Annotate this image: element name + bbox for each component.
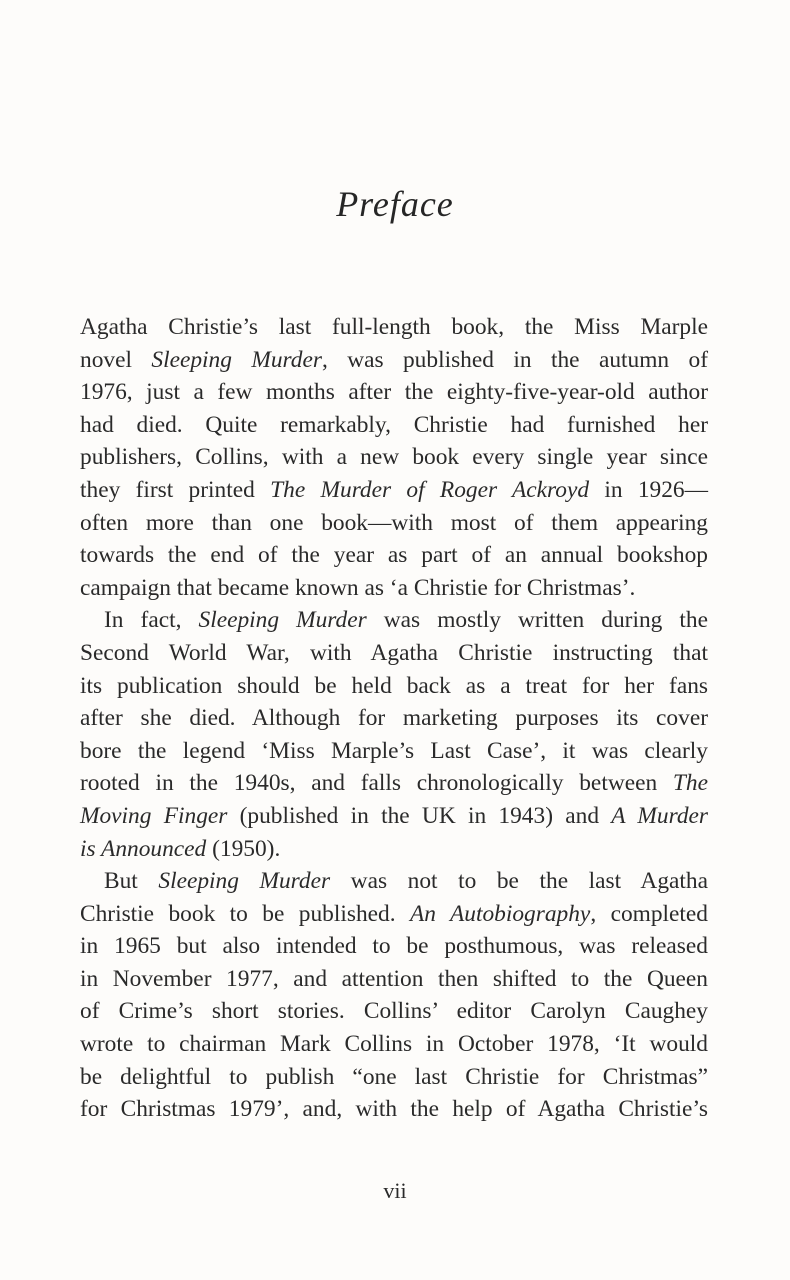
text-segment: in 1965 but also intended to be posthumous, was released [80, 933, 708, 960]
text-line [80, 702, 708, 735]
text-line [80, 670, 708, 703]
text-line [80, 833, 708, 866]
text-segment: they first printed [80, 476, 271, 503]
italic-title-text: The Murder of Roger Ackroyd [270, 476, 590, 503]
text-segment: 1976, just a few months after the eighty-five-year-old author [80, 379, 708, 406]
text-line [80, 767, 708, 800]
text-line [80, 637, 708, 670]
text-segment: In fact, [104, 607, 199, 634]
text-segment: Second World War, with Agatha Christie instructing that [80, 639, 708, 666]
text-segment: novel [80, 346, 152, 373]
text-line [80, 409, 708, 442]
chapter-title: Preface [336, 184, 454, 224]
text-segment: Christie book to be published. [80, 900, 410, 927]
text-segment: for Christmas 1979’, and, with the help of Agatha Christie’s [80, 1096, 708, 1123]
text-line [80, 995, 708, 1028]
text-line [80, 1028, 708, 1061]
text-segment: (published in the UK in 1943) and [227, 802, 612, 829]
text-line [80, 800, 708, 833]
text-segment: wrote to chairman Mark Collins in October 1978, ‘It would [80, 1031, 708, 1058]
text-line [80, 930, 708, 963]
text-line [80, 311, 708, 344]
text-line [80, 1093, 708, 1126]
text-line [80, 572, 708, 605]
text-segment: was mostly written during the [366, 607, 708, 634]
text-segment: But [104, 868, 159, 895]
text-segment: be delightful to publish “one last Christie for Christmas” [80, 1063, 708, 1090]
text-line [80, 539, 708, 572]
text-segment: bore the legend ‘Miss Marple’s Last Case’, it was clearly [80, 737, 708, 764]
text-segment: (1950). [206, 835, 281, 862]
text-segment: had died. Quite remarkably, Christie had furnished her [80, 411, 708, 438]
text-line [80, 865, 708, 898]
text-line [80, 344, 708, 377]
text-segment: Agatha Christie’s last full-length book, the Miss Marple [80, 314, 708, 340]
text-segment: publishers, Collins, with a new book every single year since [80, 444, 708, 471]
text-segment: its publication should be held back as a treat for her fans [80, 672, 708, 699]
italic-title-text: The [672, 770, 708, 797]
text-segment: after she died. Although for marketing purposes its cover [80, 705, 708, 732]
text-segment: often more than one book—with most of them appearing [80, 509, 708, 536]
text-segment: towards the end of the year as part of an annual bookshop [80, 542, 708, 569]
page-number: vii [383, 1178, 407, 1203]
italic-title-text: Sleeping Murder [158, 868, 331, 895]
preface-body [80, 311, 708, 1126]
italic-title-text: An Autobiography [410, 900, 591, 927]
italic-title-text: A Murder [611, 802, 708, 829]
italic-title-text: Sleeping Murder [198, 607, 367, 634]
text-segment: , was published in the autumn of [321, 346, 708, 373]
text-line [80, 474, 708, 507]
text-segment: in 1926— [589, 476, 708, 503]
text-segment: campaign that became known as ‘a Christie for Christmas’. [80, 574, 636, 601]
text-line [80, 898, 708, 931]
text-line [80, 441, 708, 474]
text-segment: in November 1977, and attention then shifted to the Queen [80, 965, 708, 992]
italic-title-text: Sleeping Murder [151, 346, 322, 373]
text-line [80, 507, 708, 540]
text-line [80, 1061, 708, 1094]
italic-title-text: is Announced [80, 835, 207, 862]
text-line [80, 735, 708, 768]
text-line [80, 376, 708, 409]
text-line [80, 963, 708, 996]
italic-title-text: Moving Finger [80, 802, 228, 829]
text-segment: was not to be the last Agatha [330, 868, 708, 895]
text-segment: , completed [590, 900, 708, 927]
text-segment: rooted in the 1940s, and falls chronologically between [80, 770, 673, 797]
text-segment: of Crime’s short stories. Collins’ editor Carolyn Caughey [80, 998, 708, 1025]
text-line [80, 604, 708, 637]
